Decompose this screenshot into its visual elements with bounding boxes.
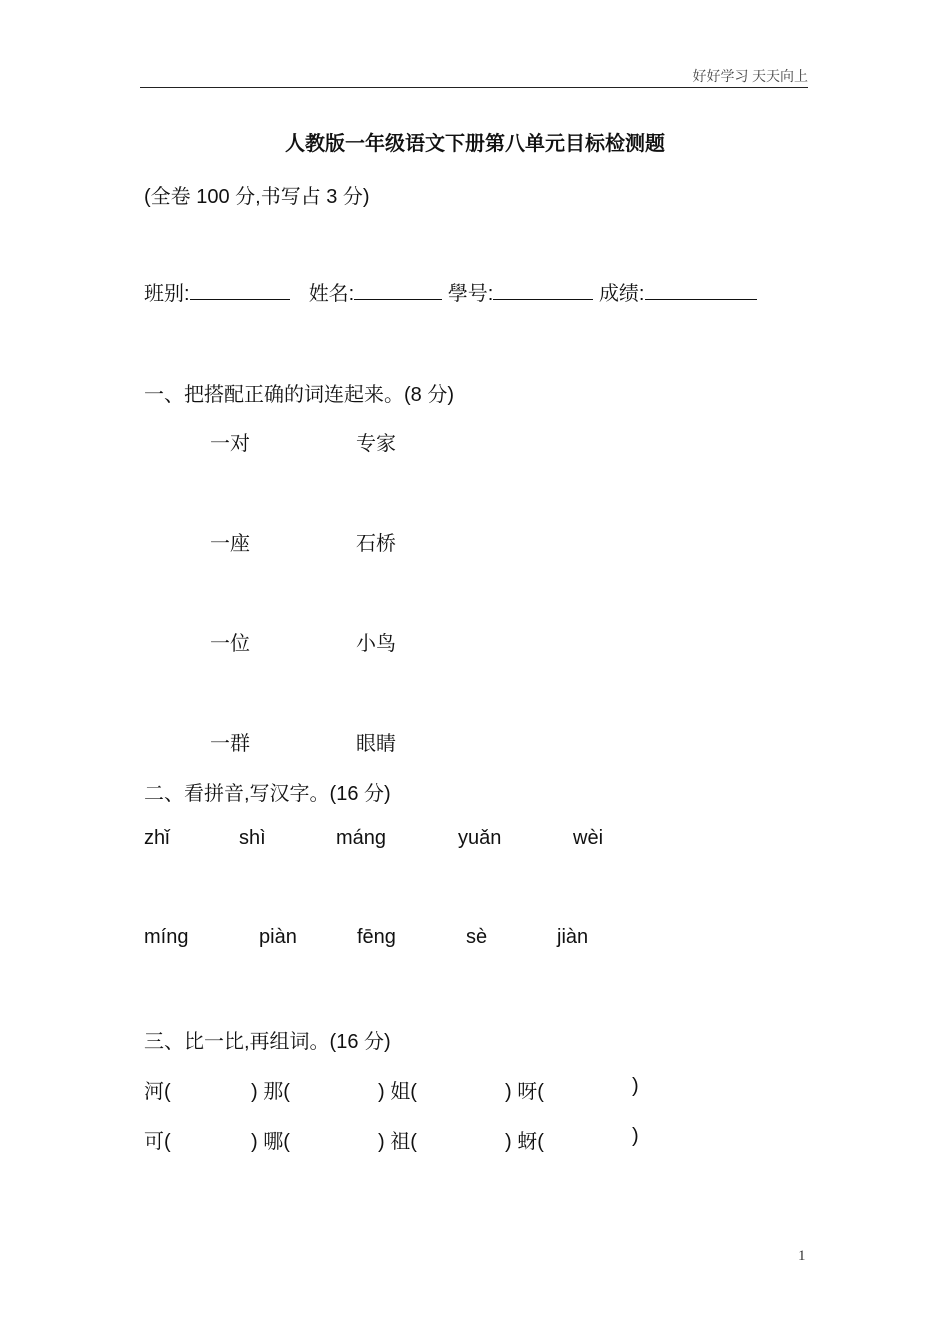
compare-item: ) 哪( — [251, 1131, 290, 1153]
match-left-item[interactable]: 一群 — [210, 733, 250, 755]
pinyin-item: shì — [239, 827, 266, 849]
pinyin-item: yuǎn — [458, 827, 502, 849]
page-number: 1 — [798, 1248, 806, 1264]
match-right-item[interactable]: 石桥 — [356, 533, 396, 555]
match-left-item[interactable]: 一位 — [210, 633, 250, 655]
student-no-blank[interactable] — [493, 281, 593, 300]
header-motto: 好好学习 天天向上 — [692, 70, 808, 85]
compare-item: 可( — [144, 1131, 171, 1153]
pinyin-item: fēnɡ — [357, 926, 396, 948]
score-blank[interactable] — [645, 281, 757, 300]
pinyin-item: jiàn — [557, 926, 589, 948]
pinyin-item: zhǐ — [144, 827, 170, 849]
class-blank[interactable] — [190, 281, 290, 300]
name-label: 姓名: — [308, 283, 355, 305]
section3-heading: 三、比一比,再组词。(16 分) — [144, 1031, 391, 1053]
page-title: 人教版一年级语文下册第八单元目标检测题 — [285, 133, 665, 155]
compare-item: ) 祖( — [378, 1131, 417, 1153]
pinyin-item: piàn — [259, 926, 297, 948]
pinyin-item: sè — [466, 926, 488, 948]
score-label: 成绩: — [598, 283, 645, 305]
student-no-label: 學号: — [447, 283, 494, 305]
compare-item: ) — [632, 1075, 639, 1097]
compare-item: ) 那( — [251, 1081, 290, 1103]
section2-heading: 二、看拼音,写汉字。(16 分) — [144, 783, 391, 805]
match-right-item[interactable]: 眼睛 — [356, 733, 396, 755]
match-left-item[interactable]: 一座 — [210, 533, 250, 555]
subtitle: (全卷 100 分,书写占 3 分) — [144, 186, 370, 208]
compare-item: 河( — [144, 1081, 171, 1103]
student-info-row — [144, 277, 757, 306]
header-rule — [140, 87, 808, 88]
class-label: 班别: — [144, 283, 190, 305]
match-right-item[interactable]: 小鸟 — [356, 633, 396, 655]
compare-item: ) 蚜( — [505, 1131, 544, 1153]
compare-item: ) — [632, 1125, 639, 1147]
name-blank[interactable] — [354, 281, 442, 300]
pinyin-item: wèi — [573, 827, 604, 849]
section1-heading: 一、把搭配正确的词连起来。(8 分) — [144, 384, 454, 406]
compare-item: ) 姐( — [378, 1081, 417, 1103]
pinyin-item: mánɡ — [336, 827, 387, 849]
pinyin-item: mínɡ — [144, 926, 189, 948]
match-left-item[interactable]: 一对 — [210, 433, 250, 455]
compare-item: ) 呀( — [505, 1081, 544, 1103]
match-right-item[interactable]: 专家 — [356, 433, 396, 455]
